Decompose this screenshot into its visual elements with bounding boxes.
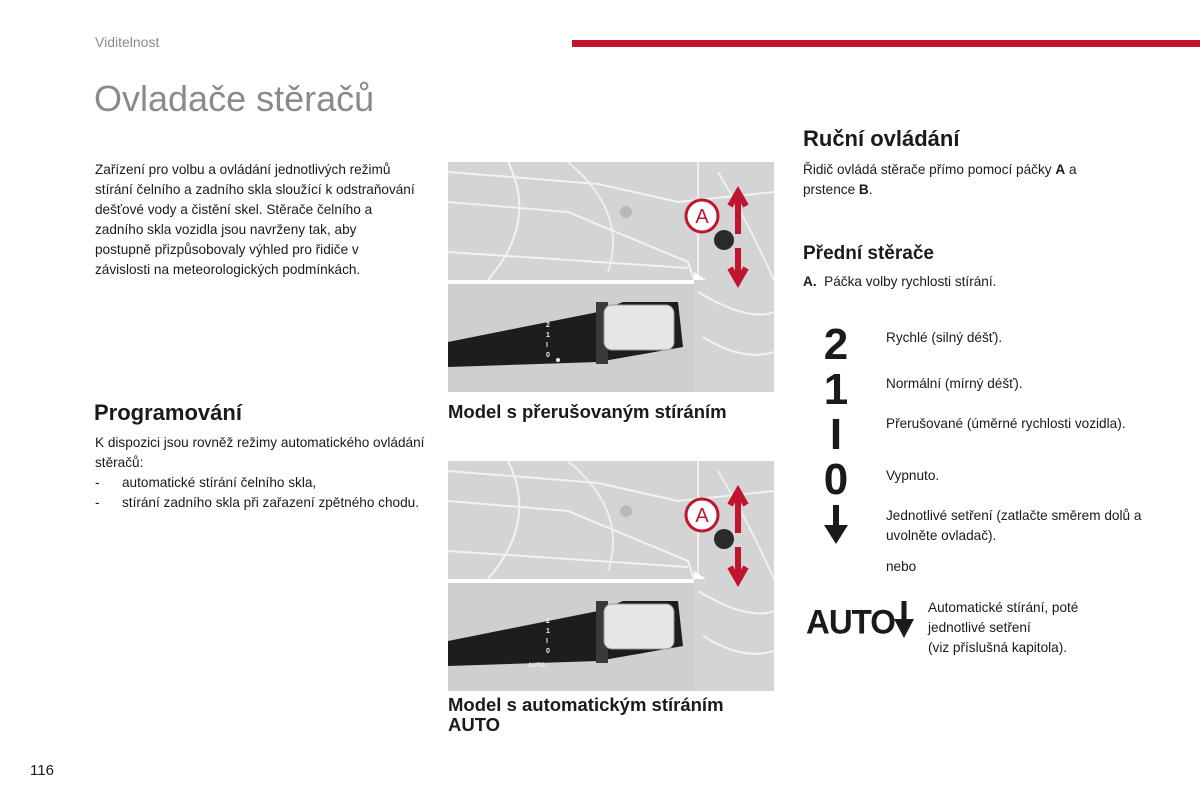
auto-text-line: Automatické stírání, poté [928, 600, 1079, 615]
auto-text-line: (viz příslušná kapitola). [928, 640, 1068, 655]
lever-mark: 2 [546, 322, 550, 329]
callout-a: A [695, 505, 709, 527]
wiper-lever-auto-illustration [448, 461, 774, 691]
lever-mark: 1 [546, 628, 550, 635]
bullet-item [95, 493, 425, 513]
bullet-text: automatické stírání čelního skla, [122, 475, 317, 490]
position-0-text: Vypnuto. [886, 468, 940, 483]
auto-down-arrow-icon [893, 601, 915, 644]
lever-mark: 0 [546, 648, 550, 655]
position-intermittent-text: Přerušované (úměrné rychlosti vozidla). [886, 416, 1126, 431]
manual-control-heading: Ruční ovládání [803, 126, 960, 151]
figure2-caption: Model s automatickým stíráním AUTO [448, 694, 724, 735]
item-label: A. [803, 274, 817, 289]
lever-mark: I [546, 638, 548, 645]
lever-mark: 2 [546, 618, 550, 625]
position-2-text: Rychlé (silný déšť). [886, 330, 1003, 345]
wiper-lever-auto-drawing [448, 461, 774, 691]
label-b: B [858, 182, 869, 197]
wiper-lever-drawing [448, 162, 774, 392]
lever-mark: AUTO [528, 663, 545, 669]
item-text: Páčka volby rychlosti stírání. [824, 274, 997, 289]
figure1-caption: Model s přerušovaným stíráním [448, 401, 727, 422]
manual-text-pre: Řidič ovládá stěrače přímo pomocí páčky [803, 162, 1056, 177]
manual-text-post: . [868, 182, 873, 197]
page-title: Ovladače stěračů [94, 78, 375, 119]
page-number: 116 [30, 762, 54, 779]
bullet-text: stírání zadního skla při zařazení zpětného chodu. [122, 495, 419, 510]
bullet-item [95, 473, 425, 493]
position-intermittent-symbol: I [829, 410, 843, 459]
auto-text-line: jednotlivé setření [928, 620, 1031, 635]
callout-a: A [695, 206, 709, 228]
down-arrow-icon [822, 505, 850, 550]
section-label: Viditelnost [95, 34, 160, 50]
auto-symbol: AUTO [806, 602, 895, 641]
wiper-lever-illustration [448, 162, 774, 392]
position-1-text: Normální (mírný déšť). [886, 376, 1023, 391]
position-0-symbol: 0 [823, 455, 849, 504]
lever-mark: 1 [546, 332, 550, 339]
manual-text-mid: a prstence [803, 162, 1077, 197]
position-2-symbol: 2 [823, 320, 849, 369]
lever-mark: 0 [546, 352, 550, 359]
auto-description [928, 598, 1158, 658]
label-a: A [1055, 162, 1066, 177]
bullet-marker: - [95, 495, 100, 510]
intro-paragraph: Zařízení pro volbu a ovládání jednotlivých režimů stírání čelního a zadního skla sloužící k odstraňování dešťové vody a čistění skel. Stěrače čelního a zadního skla vozidla jsou navrženy tak, aby postupně přizpůsobovaly výhled pro řidiče v závislosti na meteorologických podmínkách. [95, 162, 415, 277]
lever-mark: I [546, 342, 548, 349]
bullet-marker: - [95, 475, 100, 490]
lever-a-item [803, 272, 996, 292]
programming-text: K dispozici jsou rovněž režimy automatického ovládání stěračů: [95, 435, 425, 470]
single-wipe-text: Jednotlivé setření (zatlačte směrem dolů a uvolněte ovladač). [886, 508, 1142, 543]
or-text: nebo [886, 559, 917, 574]
manual-control-text [803, 160, 1103, 200]
front-wipers-heading: Přední stěrače [803, 243, 934, 264]
position-1-symbol: 1 [823, 365, 849, 414]
programming-section [95, 433, 425, 513]
header-accent-bar [572, 40, 1200, 47]
programming-heading: Programování [94, 400, 242, 425]
